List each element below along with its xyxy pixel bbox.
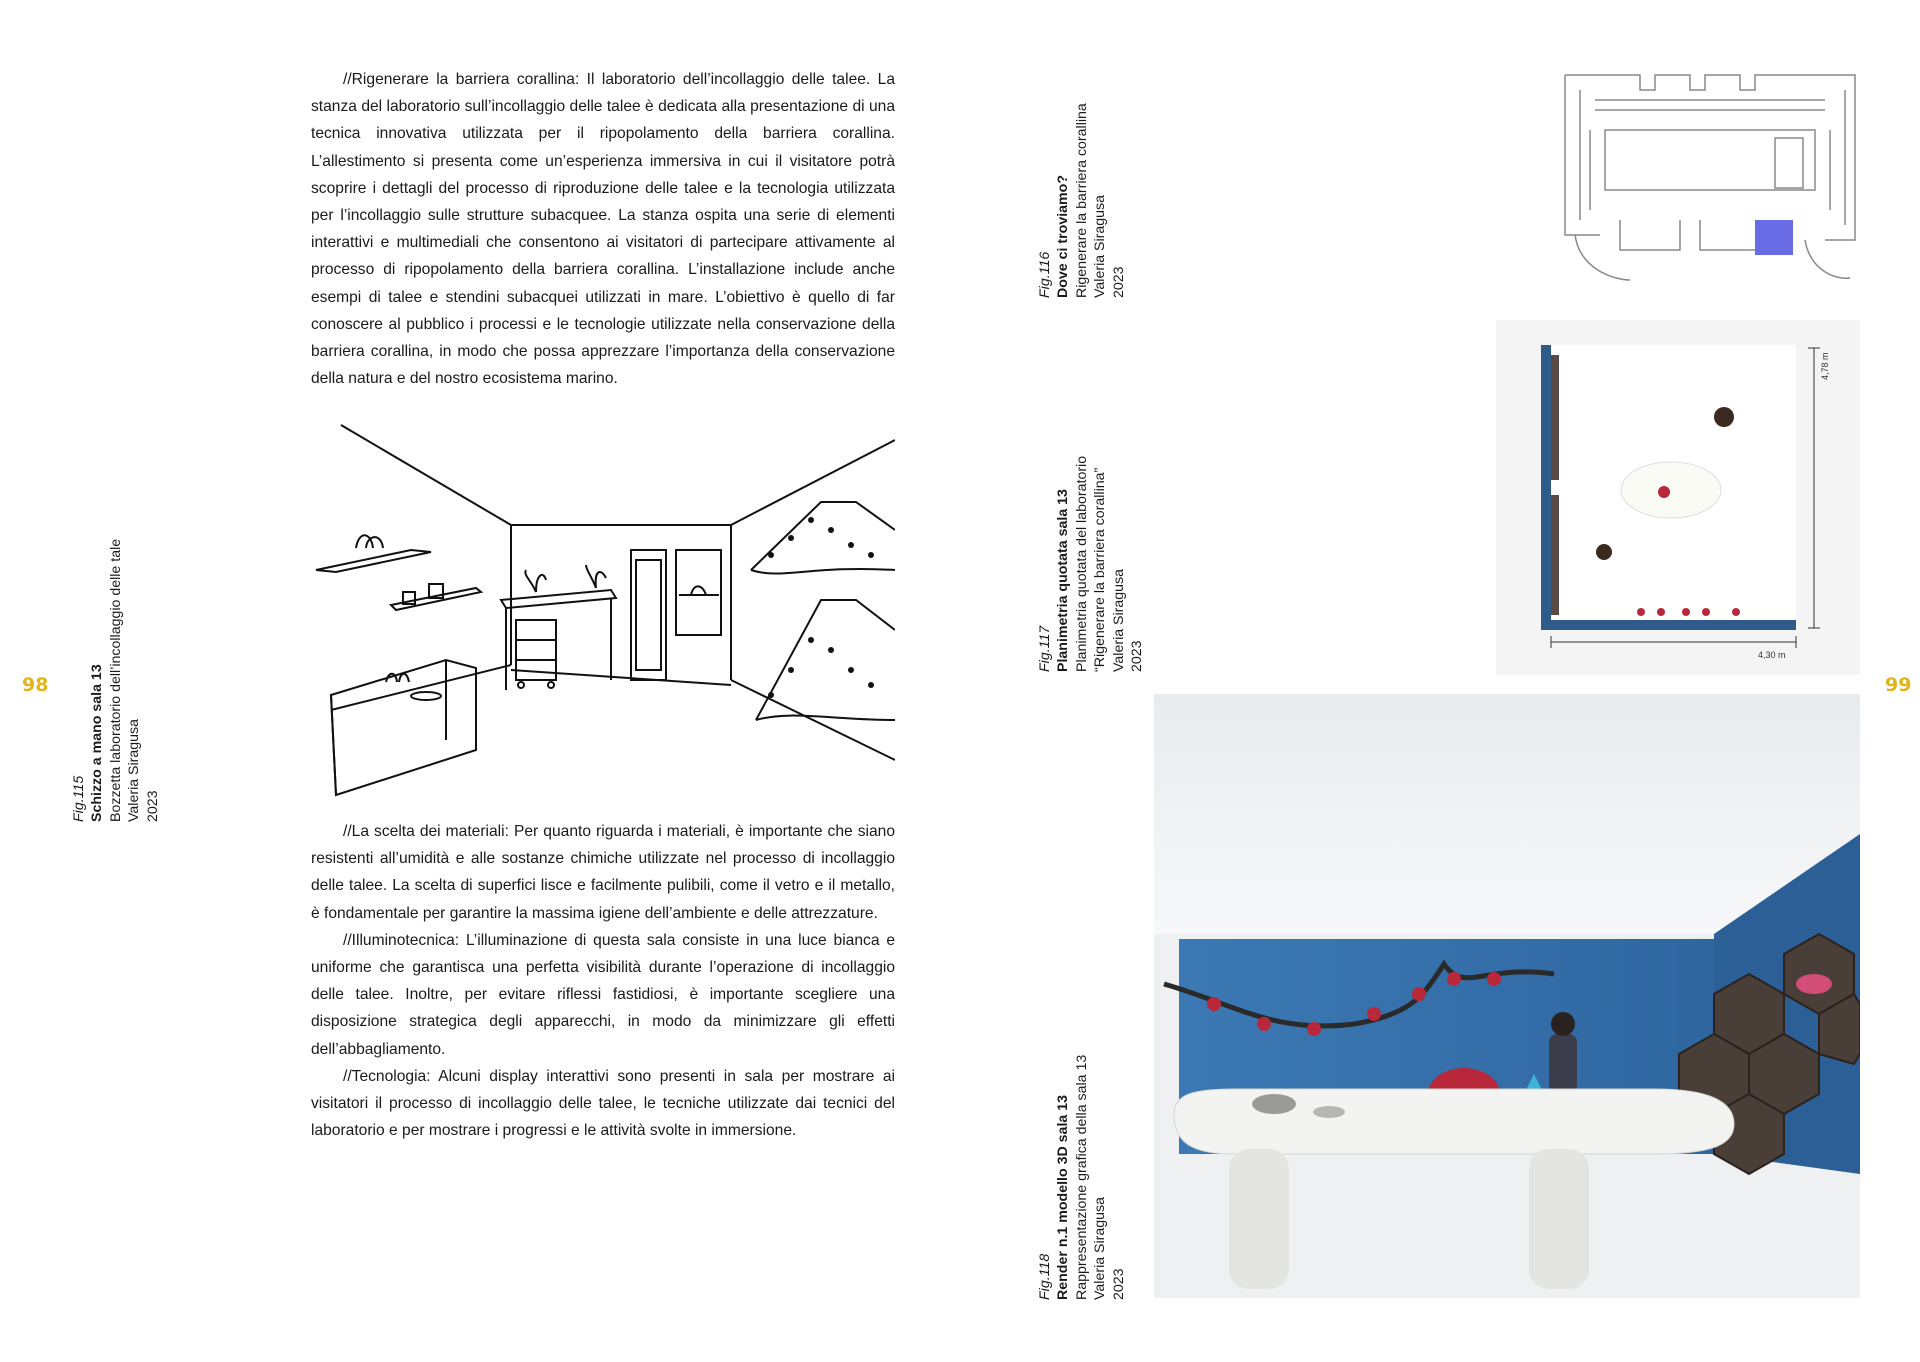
caption-author: Valeria Siragusa xyxy=(1092,1196,1109,1300)
caption-fig-number: Fig.118 xyxy=(1037,1253,1053,1300)
render-drawing xyxy=(1154,694,1860,1298)
caption-author: Valeria Siragusa xyxy=(126,718,143,822)
body-text-top xyxy=(311,66,895,392)
caption-author: Valeria Siragusa xyxy=(1092,194,1109,298)
paragraph-lighting: //Illuminotecnica: L’illuminazione di questa sala consiste in una luce bianca e uniforme che garantisca una perfetta visibilità durante l’operazione di incollaggio delle talee. Inoltre, per evitare riflessi fastidiosi, è importante scegliere una disposizione strategica degli apparecchi, in modo da minimizzare gli effetti dell’abbagliamento. xyxy=(311,931,895,1058)
paragraph-materials: //La scelta dei materiali: Per quanto riguarda i materiali, è importante che siano resistenti all’umidità e alle sostanze chimiche utilizzate nel processo di incollaggio delle talee. La scelta di superfici lisce e facilmente pulibili, come il vetro e il metallo, è fondamentale per garantire la massima igiene dell’ambiente e delle attrezzature. xyxy=(311,823,895,922)
sketch-figure xyxy=(311,420,895,800)
caption-fig117 xyxy=(1036,456,1146,672)
caption-year: 2023 xyxy=(1129,640,1146,672)
caption-year: 2023 xyxy=(144,790,161,822)
location-plan-drawing xyxy=(1560,70,1860,295)
highlight-room xyxy=(1755,220,1793,255)
caption-year: 2023 xyxy=(1110,1268,1127,1300)
location-plan-figure xyxy=(1560,70,1860,295)
dimension-width: 4,30 m xyxy=(1758,650,1786,660)
caption-description: Bozzetta laboratorio dell’incollaggio delle tale xyxy=(107,538,124,822)
caption-title: Render n.1 modello 3D sala 13 xyxy=(1055,1094,1072,1300)
caption-description-2: “Rigenerare la barriera corallina” xyxy=(1092,467,1109,672)
caption-title: Schizzo a mano sala 13 xyxy=(89,664,106,822)
render-figure xyxy=(1154,694,1860,1298)
caption-fig118 xyxy=(1036,1055,1128,1300)
dimensioned-plan-figure xyxy=(1496,320,1860,675)
caption-title: Dove ci troviamo? xyxy=(1055,175,1072,298)
caption-fig116 xyxy=(1036,103,1128,298)
dimension-height: 4,78 m xyxy=(1820,352,1830,380)
caption-title: Planimetria quotata sala 13 xyxy=(1055,489,1072,672)
caption-fig-number: Fig.117 xyxy=(1037,625,1053,672)
body-text-bottom xyxy=(311,818,895,1144)
caption-author: Valeria Siragusa xyxy=(1110,568,1127,672)
caption-description: Planimetria quotata del laboratorio xyxy=(1073,455,1090,672)
caption-description: Rappresentazione grafica della sala 13 xyxy=(1073,1054,1090,1300)
sketch-drawing xyxy=(311,420,895,800)
caption-fig115 xyxy=(70,539,162,822)
dimensioned-plan-drawing xyxy=(1496,320,1860,675)
paragraph-intro: //Rigenerare la barriera corallina: Il laboratorio dell’incollaggio delle talee. La stanza del laboratorio sull’incollaggio delle talee è dedicata alla presentazione di una tecnica innovativa utilizzata per il ripopolamento della barriera corallina. L’allestimento si presenta come un’esperienza immersiva in cui il visitatore potrà scoprire i dettagli del processo di riproduzione delle talee e la tecnologia utilizzata per l’incollaggio sulle strutture subacquee. La stanza ospita una serie di elementi interattivi e multimediali che consentono ai visitatori di partecipare attivamente al processo di ripopolamento della barriera corallina. L’installazione include anche esempi di talee e stendini subacquei utilizzati in mare. L’obiettivo è quello di far conoscere al pubblico i processi e le tecnologie utilizzate nella conservazione della barriera corallina, in modo che possa apprezzare l’importanza della conservazione della natura e del nostro ecosistema marino. xyxy=(311,71,895,388)
caption-fig-number: Fig.115 xyxy=(71,775,87,822)
caption-year: 2023 xyxy=(1110,266,1127,298)
page-number-left: 98 xyxy=(22,674,49,696)
paragraph-technology: //Tecnologia: Alcuni display interattivi sono presenti in sala per mostrare ai visitatori il processo di incollaggio delle talee, le tecniche utilizzate dai tecnici del laboratorio e per mostrare i progressi e le attività svolte in immersione. xyxy=(311,1067,895,1140)
page-number-right: 99 xyxy=(1885,674,1912,696)
caption-description: Rigenerare la barriera corallina xyxy=(1073,103,1090,298)
caption-fig-number: Fig.116 xyxy=(1037,251,1053,298)
